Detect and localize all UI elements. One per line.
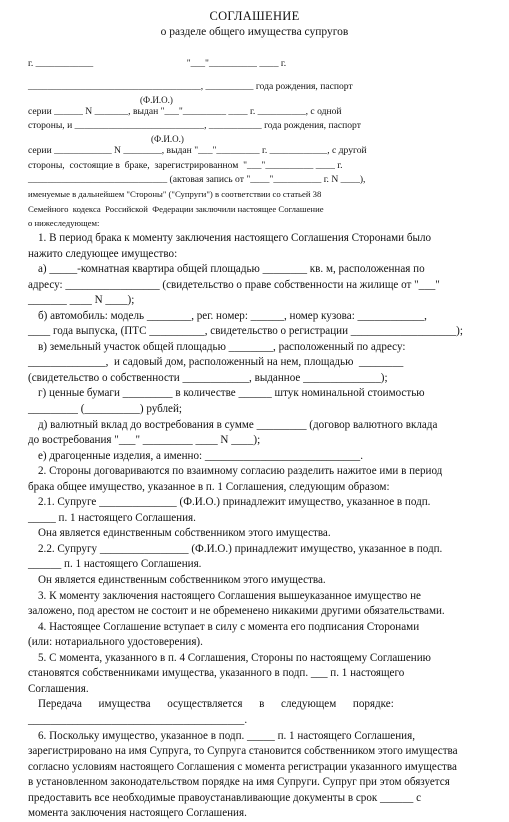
clause-line: Он является единственным собственником этого имущества.: [38, 574, 326, 587]
clause-line: д) валютный вклад до востребования в сумме _________ (договор валютного вклада: [38, 418, 438, 431]
clause-line: 4. Настоящее Соглашение вступает в силу с момента его подписания Сторонами: [38, 620, 420, 633]
clause-line: 2.1. Супруге ______________ (Ф.И.О.) принадлежит имущество, указанное в подп.: [38, 496, 431, 509]
agreement-body: [28, 231, 504, 822]
preamble-line: стороны, и ___________________________, ___________ года рождения, паспорт: [28, 120, 361, 132]
preamble-line: Семейного кодекса Российской Федерации заключили настоящее Соглашение: [28, 203, 324, 214]
preamble: [28, 57, 492, 230]
clause-line: согласно условиям настоящего Соглашения с момента регистрации указанного имущества: [28, 760, 457, 773]
clause-line: 5. С момента, указанного в п. 4 Соглашения, Стороны по настоящему Соглашению: [38, 651, 431, 664]
clause-line: заложено, под арестом не состоит и не обременено никакими другими обязательствами.: [28, 605, 445, 618]
clause-line: ______________, и садовый дом, расположенный на нем, площадью ________: [28, 356, 404, 369]
clause-line: 2. Стороны договариваются по взаимному согласию разделить нажитое ими в период: [38, 465, 443, 478]
clause-line: Передача имущества осуществляется в следующем порядке:: [38, 698, 394, 711]
clause-line: _______________________________________.: [28, 713, 248, 726]
clause-line: в установленном законодательством порядке на имя Супруги. Супруг при этом обязуется: [28, 776, 450, 789]
preamble-line: именуемые в дальнейшем "Стороны" ("Супруги") в соответствии со статьей 38: [28, 189, 322, 200]
clause-line: брака общее имущество, указанное в п. 1 Соглашения, следующим образом:: [28, 480, 390, 493]
clause-line: _________ (__________) рублей;: [28, 403, 182, 416]
preamble-line: о нижеследующем:: [28, 217, 100, 228]
clause-line: 3. К моменту заключения настоящего Соглашения вышеуказанное имущество не: [38, 589, 421, 602]
clause-line: ____ года выпуска, (ПТС __________, свидетельство о регистрации ___________________);: [28, 325, 463, 338]
preamble-line: ____________________________________, __________ года рождения, паспорт: [28, 81, 353, 93]
preamble-line: серии ____________ N ________, выдан "___"_________ г. ____________, с другой: [28, 145, 367, 157]
fio-caption: (Ф.И.О.): [140, 94, 173, 105]
clause-line: момента заключения настоящего Соглашения.: [28, 807, 247, 820]
clause-line: предоставить все необходимые правоустанавливающие документы в срок ______ с: [28, 791, 422, 804]
clause-line: зарегистрировано на имя Супруга, то Супруга становится собственником этого имущества: [28, 745, 458, 758]
clause-line: б) автомобиль: модель ________, рег. номер: ______, номер кузова: ____________,: [38, 309, 427, 322]
clause-line: а) _____-комнатная квартира общей площадью ________ кв. м, расположенная по: [38, 263, 425, 276]
document-title: СОГЛАШЕНИЕ: [209, 9, 300, 23]
clause-line: 1. В период брака к моменту заключения настоящего Соглашения Сторонами было: [38, 232, 432, 244]
clause-line: 6. Поскольку имущество, указанное в подп. _____ п. 1 настоящего Соглашения,: [38, 729, 415, 742]
document-subtitle: о разделе общего имущества супругов: [160, 26, 349, 38]
clause-line: ______ п. 1 настоящего Соглашения.: [28, 558, 202, 571]
clause-line: 2.2. Супругу ________________ (Ф.И.О.) принадлежит имущество, указанное в подп.: [38, 542, 443, 555]
clause-line: Она является единственным собственником этого имущества.: [38, 527, 331, 540]
clause-line: Соглашения.: [28, 682, 89, 695]
clause-line: _____ п. 1 настоящего Соглашения.: [28, 511, 196, 524]
preamble-line: г. ____________ "___"__________ ____ г.: [28, 58, 287, 69]
clause-line: до востребования "___" _________ ____ N ____);: [28, 434, 261, 447]
clause-line: е) драгоценные изделия, а именно: ____________________________.: [38, 449, 363, 462]
clause-line: _______ ____ N ____);: [28, 294, 135, 307]
fio-caption: (Ф.И.О.): [151, 133, 184, 144]
clause-line: становятся собственниками имущества, указанного в подп. ___ п. 1 настоящего: [28, 667, 405, 680]
clause-line: адресу: _________________ (свидетельство о праве собственности на жилище от "___": [28, 278, 440, 291]
clause-line: (или: нотариального удостоверения).: [28, 636, 203, 649]
preamble-line: _____________________________ (актовая запись от "____"__________ г. N ____),: [28, 173, 366, 185]
preamble-line: серии ______ N _______, выдан "___"_________ ____ г. __________, с одной: [28, 106, 342, 118]
clause-line: г) ценные бумаги _________ в количестве ______ штук номинальной стоимостью: [38, 387, 425, 400]
clause-line: нажито следующее имущество:: [28, 247, 178, 260]
clause-line: в) земельный участок общей площадью ________, расположенный по адресу:: [38, 340, 406, 353]
clause-line: (свидетельство о собственности ____________, выданное ______________);: [28, 371, 388, 384]
preamble-line: стороны, состоящие в браке, зарегистрированном "___"__________ ____ г.: [28, 159, 343, 171]
